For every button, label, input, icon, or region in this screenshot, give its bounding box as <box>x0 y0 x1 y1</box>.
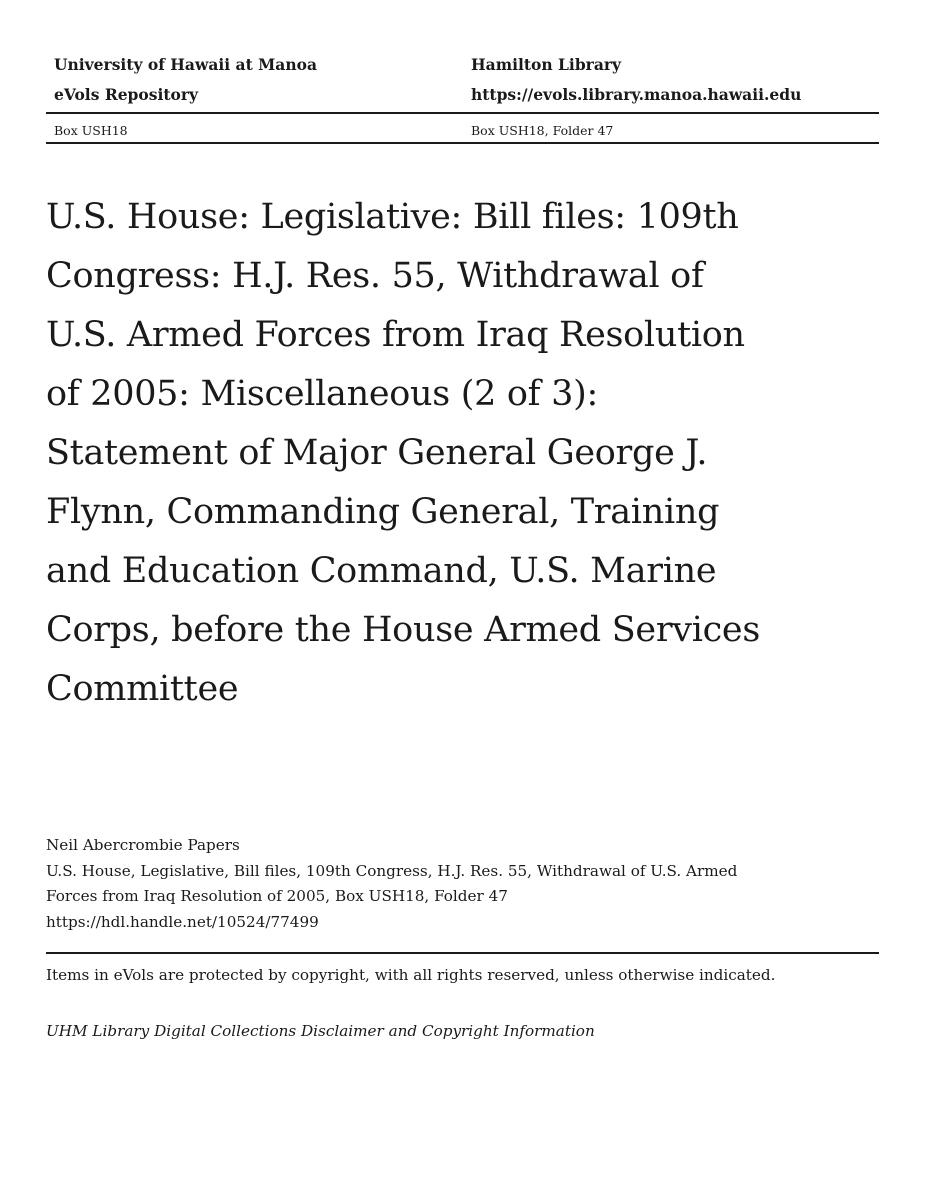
citation-block <box>46 833 806 935</box>
header-row-institution <box>46 52 879 82</box>
box-row <box>46 114 879 142</box>
collection-path-line-2: Forces from Iraq Resolution of 2005, Box USH18, Folder 47 <box>46 887 508 905</box>
rights-statement: Items in eVols are protected by copyright, with all rights reserved, unless otherwise indicated. <box>46 966 776 984</box>
folder-label: Box USH18, Folder 47 <box>471 123 614 138</box>
library-name: Hamilton Library <box>471 55 622 74</box>
institution-name: University of Hawaii at Manoa <box>54 55 317 74</box>
repository-url[interactable]: https://evols.library.manoa.hawaii.edu <box>471 85 802 104</box>
disclaimer-link[interactable]: UHM Library Digital Collections Disclaimer and Copyright Information <box>46 1022 595 1040</box>
box-label: Box USH18 <box>54 123 128 138</box>
handle-link[interactable]: https://hdl.handle.net/10524/77499 <box>46 912 319 931</box>
document-header <box>46 52 879 144</box>
footer-divider <box>46 952 879 954</box>
repository-name: eVols Repository <box>54 85 199 104</box>
collection-name: Neil Abercrombie Papers <box>46 836 240 854</box>
collection-path-line-1: U.S. House, Legislative, Bill files, 109th Congress, H.J. Res. 55, Withdrawal of U.S. Armed <box>46 861 738 880</box>
box-divider <box>46 142 879 144</box>
header-row-repository <box>46 82 879 112</box>
document-title: U.S. House: Legislative: Bill files: 109th Congress: H.J. Res. 55, Withdrawal of U.S. Armed Forces from Iraq Resolution of 2005: Miscellaneous (2 of 3): Statement of Major General George J. Flynn, Commanding General, Training and Education Command, U.S. Marine Corps, before the House Armed Services Committee <box>46 197 760 709</box>
